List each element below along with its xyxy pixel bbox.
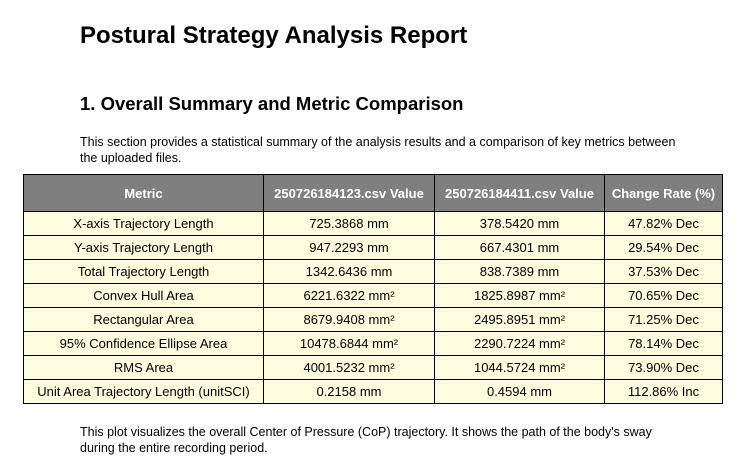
file2-value-cell: 378.5420 mm [435, 212, 605, 236]
column-header-file1-value: 250726184123.csv Value [264, 175, 435, 212]
table-row [24, 284, 723, 308]
column-header-file2-value: 250726184411.csv Value [435, 175, 605, 212]
file1-value-cell: 725.3868 mm [264, 212, 435, 236]
table-row [24, 308, 723, 332]
metric-name-cell: Unit Area Trajectory Length (unitSCI) [24, 380, 264, 404]
plot-intro-text: This plot visualizes the overall Center of Pressure (CoP) trajectory. It shows the path of the body's sway during the entire recording period. [80, 425, 652, 455]
metric-name-cell: Total Trajectory Length [24, 260, 264, 284]
change-rate-cell: 29.54% Dec [605, 236, 723, 260]
table-row [24, 212, 723, 236]
change-rate-cell: 37.53% Dec [605, 260, 723, 284]
metric-name-cell: RMS Area [24, 356, 264, 380]
change-rate-cell: 47.82% Dec [605, 212, 723, 236]
metric-name-cell: X-axis Trajectory Length [24, 212, 264, 236]
table-row [24, 380, 723, 404]
change-rate-cell: 112.86% Inc [605, 380, 723, 404]
file2-value-cell: 1825.8987 mm² [435, 284, 605, 308]
metric-name-cell: Convex Hull Area [24, 284, 264, 308]
table-header-row [24, 175, 723, 212]
metric-name-cell: 95% Confidence Ellipse Area [24, 332, 264, 356]
report-title: Postural Strategy Analysis Report [80, 22, 468, 49]
metric-comparison-table [23, 174, 723, 404]
section-heading: 1. Overall Summary and Metric Comparison [80, 93, 464, 114]
change-rate-cell: 71.25% Dec [605, 308, 723, 332]
file2-value-cell: 838.7389 mm [435, 260, 605, 284]
change-rate-cell: 78.14% Dec [605, 332, 723, 356]
file1-value-cell: 947.2293 mm [264, 236, 435, 260]
metric-name-cell: Rectangular Area [24, 308, 264, 332]
file1-value-cell: 0.2158 mm [264, 380, 435, 404]
file1-value-cell: 6221.6322 mm² [264, 284, 435, 308]
file2-value-cell: 0.4594 mm [435, 380, 605, 404]
table-row [24, 236, 723, 260]
section-intro-text: This section provides a statistical summary of the analysis results and a comparison of key metrics between the uploaded files. [80, 135, 676, 165]
file2-value-cell: 2290.7224 mm² [435, 332, 605, 356]
column-header-change-rate: Change Rate (%) [605, 175, 723, 212]
file2-value-cell: 2495.8951 mm² [435, 308, 605, 332]
column-header-metric: Metric [24, 175, 264, 212]
change-rate-cell: 73.90% Dec [605, 356, 723, 380]
table-row [24, 356, 723, 380]
file1-value-cell: 1342.6436 mm [264, 260, 435, 284]
file2-value-cell: 667.4301 mm [435, 236, 605, 260]
table-row [24, 332, 723, 356]
change-rate-cell: 70.65% Dec [605, 284, 723, 308]
table-row [24, 260, 723, 284]
file1-value-cell: 10478.6844 mm² [264, 332, 435, 356]
file1-value-cell: 8679.9408 mm² [264, 308, 435, 332]
file2-value-cell: 1044.5724 mm² [435, 356, 605, 380]
file1-value-cell: 4001.5232 mm² [264, 356, 435, 380]
metric-name-cell: Y-axis Trajectory Length [24, 236, 264, 260]
